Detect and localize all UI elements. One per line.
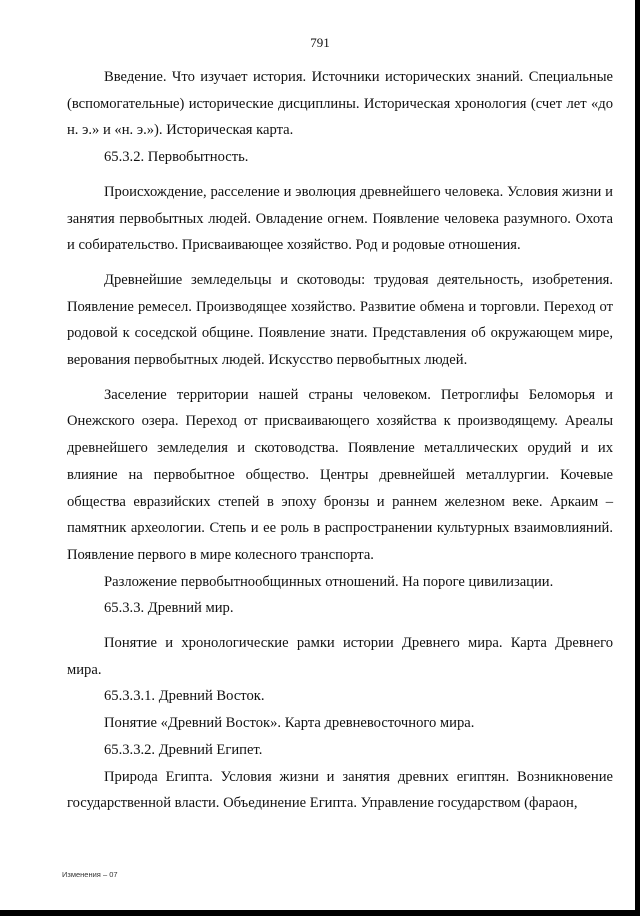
section-heading-ancient-world: 65.3.3. Древний мир. — [104, 600, 234, 617]
page-border-bottom — [0, 910, 640, 916]
paragraph-ancient-east-concept: Понятие «Древний Восток». Карта древневосточного мира. — [104, 715, 475, 732]
paragraph-settlement: Заселение территории нашей страны человеком. Петроглифы Беломорья и Онежского озера. Переход от присваивающего хозяйства к производящему. Ареалы древнейшего земледелия и скотоводства. Появление металлических орудий и их влияние на первобытное общество. Центры древнейшей металлургии. Кочевые общества евразийских степей в эпоху бронзы и раннем железном веке. Аркаим – памятник археологии. Степь и ее роль в распространении культурных взаимовлияний. Появление первого в мире колесного транспорта. — [67, 386, 613, 563]
paragraph-egypt-nature: Природа Египта. Условия жизни и занятия древних египтян. Возникновение государственной власти. Объединение Египта. Управление государством (фараон, — [67, 768, 613, 812]
section-heading-ancient-egypt: 65.3.3.2. Древний Египет. — [104, 741, 263, 758]
page-number: 791 — [310, 35, 330, 50]
section-heading-ancient-east: 65.3.3.1. Древний Восток. — [104, 688, 265, 705]
document-body — [67, 64, 613, 817]
section-heading-primitive: 65.3.2. Первобытность. — [104, 149, 249, 166]
paragraph-introduction: Введение. Что изучает история. Источники исторических знаний. Специальные (вспомогательные) исторические дисциплины. Историческая хронология (счет лет «до н. э.» и «н. э.»). Историческая карта. — [67, 69, 613, 139]
paragraph-origin: Происхождение, расселение и эволюция древнейшего человека. Условия жизни и занятия первобытных людей. Овладение огнем. Появление человека разумного. Охота и собирательство. Присваивающее хозяйство. Род и родовые отношения. — [67, 183, 613, 254]
paragraph-farmers: Древнейшие земледельцы и скотоводы: трудовая деятельность, изобретения. Появление ремесел. Производящее хозяйство. Развитие обмена и торговли. Переход от родовой к соседской общине. Появление знати. Представления об окружающем мире, верования первобытных людей. Искусство первобытных людей. — [67, 271, 613, 369]
page-border-right — [635, 0, 640, 916]
paragraph-ancient-world-concept: Понятие и хронологические рамки истории Древнего мира. Карта Древнего мира. — [67, 635, 613, 678]
footer-revision: Изменения – 07 — [62, 870, 118, 879]
paragraph-decomposition: Разложение первобытнообщинных отношений. На пороге цивилизации. — [104, 573, 554, 590]
